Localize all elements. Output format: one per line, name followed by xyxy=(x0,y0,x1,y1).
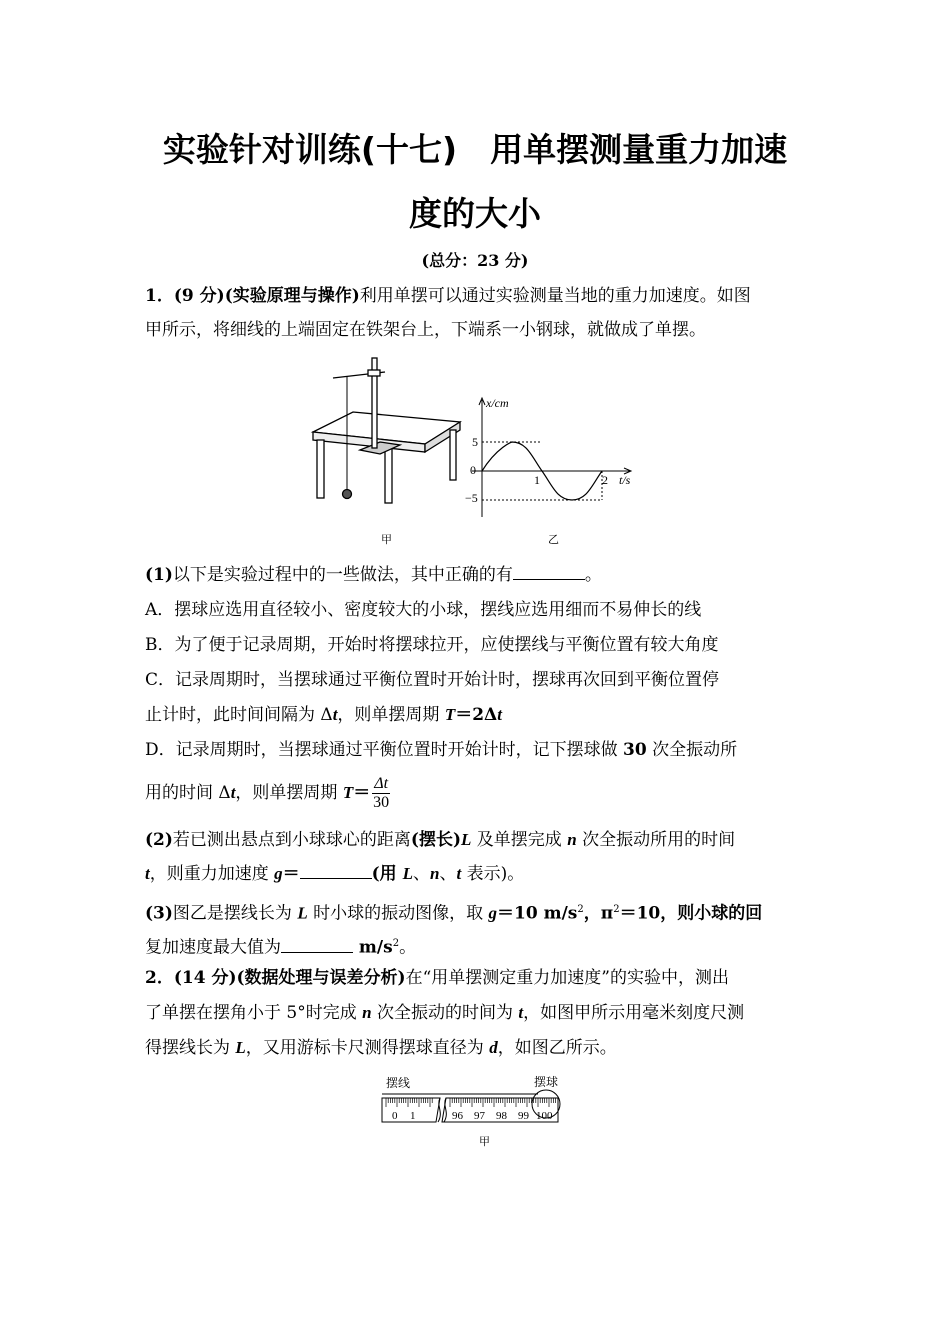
q2-stem-line-2 xyxy=(145,1001,744,1025)
tick-97: 97 xyxy=(474,1110,485,1122)
q1-p3-label: (3) xyxy=(145,903,173,924)
ruler-figure xyxy=(378,1072,578,1134)
p2-text-k: 表示)。 xyxy=(461,864,525,884)
option-a: A．摆球应选用直径较小、密度较大的小球，摆线应选用细而不易伸长的线 xyxy=(145,600,702,620)
p2-eq: ＝ xyxy=(282,864,300,884)
graph-y-pos: 5 xyxy=(472,435,478,449)
q1-part-3-line-2 xyxy=(145,932,416,960)
p3-text-i: ＝10，则小球的回 xyxy=(619,903,763,924)
opt-d-text-a: D．记录周期时，当摆球通过平衡位置时开始计时，记下摆球做 xyxy=(145,740,624,760)
q2-text-3a: 得摆线长为 xyxy=(145,1038,236,1058)
q1-score: (9 分) xyxy=(173,286,225,306)
p2-text-b2: ，则重力加速度 xyxy=(149,864,275,884)
p2-text-f: 次全振动所用的时间 xyxy=(576,830,736,850)
option-d-line-2 xyxy=(145,775,390,812)
opt-d2-T: T xyxy=(342,783,354,802)
p2-text-b: (摆长) xyxy=(410,830,462,850)
opt-c-eq: ＝2Δ xyxy=(455,705,498,725)
p2-t: t xyxy=(145,864,150,883)
p3-pi: ，π xyxy=(583,903,614,924)
q1-part-2-line-2 xyxy=(145,862,524,886)
answer-blank-3[interactable] xyxy=(281,936,353,953)
p3-unit: m/s xyxy=(353,937,393,958)
p3-sup3: 2 xyxy=(392,938,400,949)
graph-x2: 2 xyxy=(602,473,608,487)
graph-x1: 1 xyxy=(534,473,540,487)
p3-g: g xyxy=(488,903,498,923)
tick-100: 100 xyxy=(536,1110,553,1122)
ruler-label-ball: 摆球 xyxy=(534,1075,559,1089)
option-c-line-1: C．记录周期时，当摆球通过平衡位置时开始计时，摆球再次回到平衡位置停 xyxy=(145,670,720,690)
graph-y-neg: −5 xyxy=(465,491,478,505)
option-b: B．为了便于记录周期，开始时将摆球拉开，应使摆线与平衡位置有较大角度 xyxy=(145,635,719,655)
page-title-line-1: 实验针对训练(十七) 用单摆测量重力加速 xyxy=(162,130,788,169)
figure-label-jia: 甲 xyxy=(381,533,392,546)
opt-c-text-c: ，则单摆周期 xyxy=(337,705,445,725)
graph-ylabel: x/cm xyxy=(486,396,509,410)
opt-c-text-a: 止计时，此时间间隔为 Δ xyxy=(145,705,333,725)
q2-d: d xyxy=(489,1038,498,1057)
q1-p2-label: (2) xyxy=(145,830,173,850)
p2-L: L xyxy=(461,830,472,849)
q1-part-2-line-1 xyxy=(145,828,735,852)
q2-n: n xyxy=(362,1003,372,1022)
q1-number: 1． xyxy=(145,286,174,306)
tick-99: 99 xyxy=(518,1110,529,1122)
tick-98: 98 xyxy=(496,1110,507,1122)
q2-text-2e: ，如图甲所示用毫米刻度尺测 xyxy=(523,1003,745,1023)
fraction-delta-t-over-30 xyxy=(372,775,390,812)
frac-numerator: Δt xyxy=(374,775,389,792)
p3-sup2: 2 xyxy=(613,904,620,915)
p2-L2: L xyxy=(402,864,413,883)
p2-text-e: (用 xyxy=(371,864,403,884)
answer-blank-2[interactable] xyxy=(300,862,372,879)
q2-L: L xyxy=(235,1038,246,1057)
vibration-graph-figure xyxy=(462,392,642,522)
p2-n2: n xyxy=(430,864,440,883)
p3-value: ＝10 m/s xyxy=(497,903,578,924)
opt-d-30: 30 xyxy=(623,740,647,760)
opt-d2-text-a: 用的时间 Δ xyxy=(145,783,231,803)
tick-0: 0 xyxy=(392,1110,398,1122)
p2-n: n xyxy=(567,830,577,849)
p3-text-a: 图乙是摆线长为 xyxy=(172,903,298,924)
q2-text-2c: 次全振动的时间为 xyxy=(371,1003,519,1023)
opt-c-T: T xyxy=(444,705,456,724)
p3-text-c: 时小球的振动图像，取 xyxy=(307,903,489,924)
opt-d2-text-c: ，则单摆周期 xyxy=(235,783,343,803)
opt-c-t2: t xyxy=(497,705,502,724)
p3-L: L xyxy=(297,903,308,923)
q1-stem-a: 利用单摆可以通过实验测量当地的重力加速度。如图 xyxy=(359,286,751,306)
p2-text-d: 及单摆完成 xyxy=(471,830,568,850)
p2-t2: t xyxy=(456,864,462,883)
opt-c-t: t xyxy=(332,705,338,724)
p3-sup1: 2 xyxy=(577,904,584,915)
p2-sep2: 、 xyxy=(439,864,457,884)
q2-stem-line-3 xyxy=(145,1036,617,1060)
p3-end: 。 xyxy=(399,937,417,958)
p2-text-a: 若已测出悬点到小球球心的距离 xyxy=(172,830,411,850)
q2-number: 2． xyxy=(145,968,174,988)
q1-stem-line-2: 甲所示，将细线的上端固定在铁架台上，下端系一小钢球，就做成了单摆。 xyxy=(145,320,706,340)
graph-xlabel: t/s xyxy=(619,473,631,487)
pendulum-apparatus-figure xyxy=(305,350,465,510)
ruler-caption: 甲 xyxy=(479,1135,490,1148)
opt-d2-eq: ＝ xyxy=(353,783,371,803)
frac-denominator: 30 xyxy=(373,794,390,811)
ruler-label-line: 摆线 xyxy=(386,1076,411,1090)
figure-label-yi: 乙 xyxy=(548,533,559,546)
q2-text-2a: 了单摆在摆角小于 5°时完成 xyxy=(145,1003,363,1023)
total-score: (总分：23 分) xyxy=(421,251,529,270)
tick-96: 96 xyxy=(452,1110,463,1122)
p2-sep1: 、 xyxy=(413,864,430,884)
opt-d-text-c: 次全振动所 xyxy=(646,740,738,760)
q2-stem-line-1 xyxy=(145,966,729,990)
p2-g: g xyxy=(274,864,283,883)
q2-text-3c: ，又用游标卡尺测得摆球直径为 xyxy=(245,1038,490,1058)
q1-part-1 xyxy=(145,563,602,587)
p3-text-a2: 复加速度最大值为 xyxy=(145,937,281,958)
q1-p1-label: (1) xyxy=(145,565,173,585)
q2-t: t xyxy=(518,1003,524,1022)
answer-blank-1[interactable] xyxy=(513,563,585,580)
q1-tag: (实验原理与操作) xyxy=(224,286,360,306)
option-c-line-2 xyxy=(145,703,502,727)
q1-part-3-line-1 xyxy=(145,898,762,926)
q1-p1-end: 。 xyxy=(584,565,602,585)
opt-d2-t: t xyxy=(230,783,236,802)
q2-score: (14 分) xyxy=(173,968,237,988)
q1-stem-line-1 xyxy=(145,284,751,308)
option-d-line-1 xyxy=(145,738,737,762)
q2-text-1: 在“用单摆测定重力加速度”的实验中，测出 xyxy=(405,968,729,988)
tick-1: 1 xyxy=(410,1110,416,1122)
q2-text-3e: ，如图乙所示。 xyxy=(497,1038,617,1058)
q2-tag: (数据处理与误差分析) xyxy=(236,968,406,988)
graph-origin: 0 xyxy=(470,463,476,477)
q1-p1-text: 以下是实验过程中的一些做法，其中正确的有 xyxy=(172,565,513,585)
page-title-line-2: 度的大小 xyxy=(409,194,541,233)
